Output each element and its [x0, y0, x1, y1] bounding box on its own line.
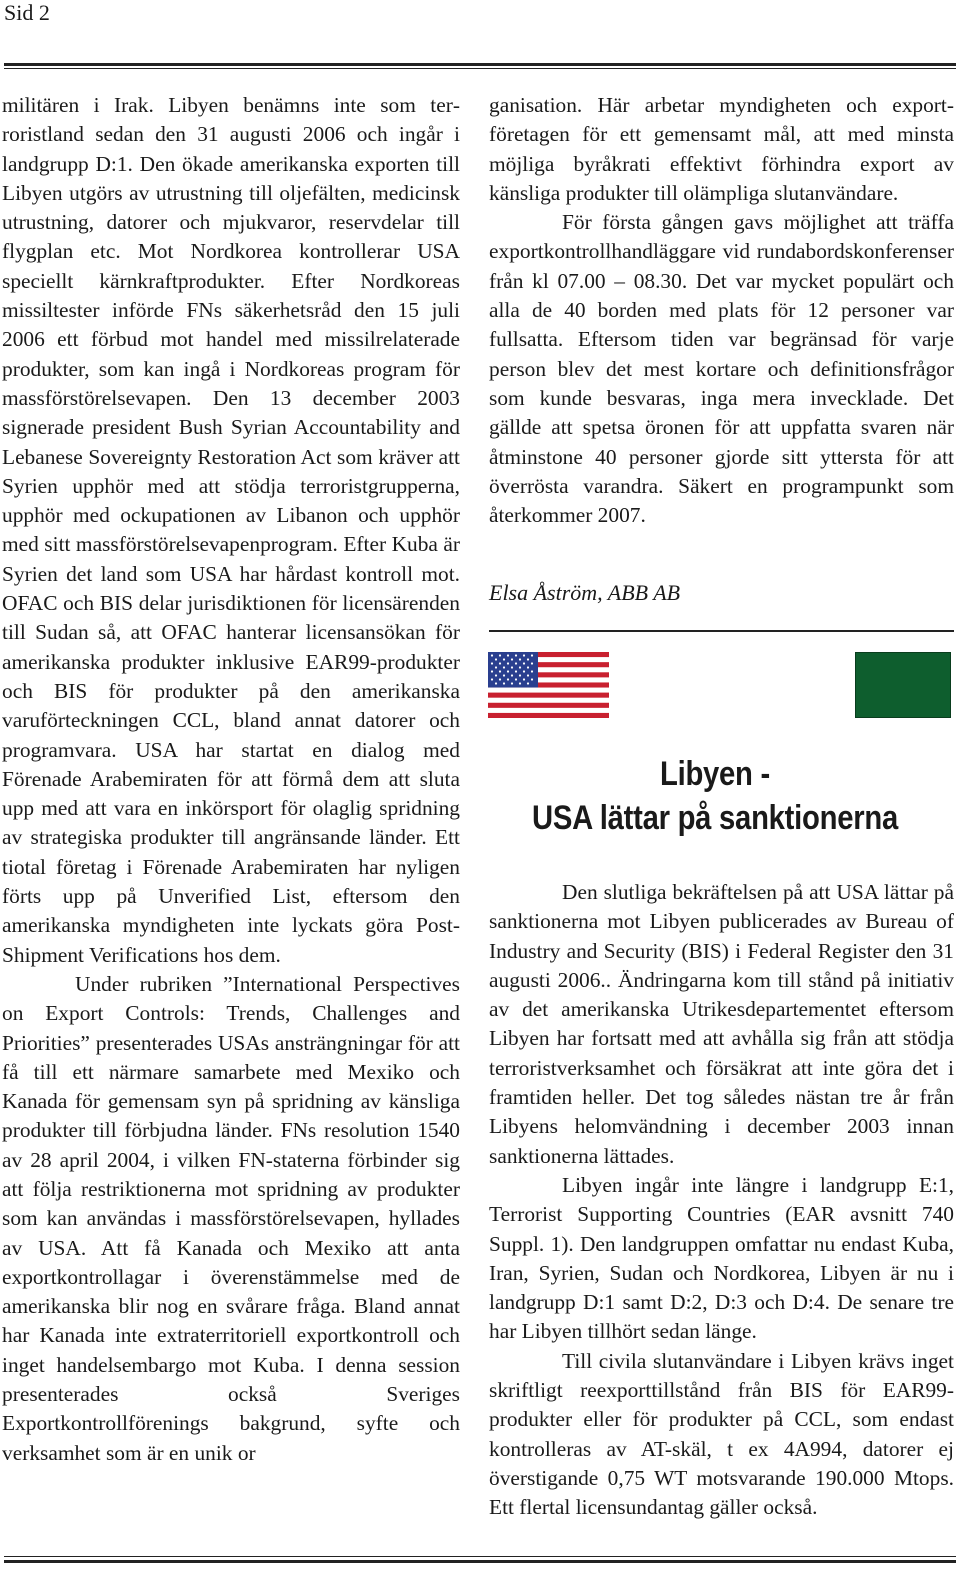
usa-flag-icon — [488, 652, 609, 718]
right-paragraph-2: För första gången gavs möjlighet att träffa exportkontrollhandläggare vid rundabordskonferenser från kl 07.00 – 08.30. Det var mycket populärt och alla de 40 borden med plats för 12 personer var fullsatta. Eftersom tiden var begränsad för varje person blev det mest kortare och definitionsfrågor som kunde besvaras, inga mera invecklade. Det gällde att spetsa öronen för att uppfatta svaren när åtminstone 40 personer gjorde sitt yttersta för att överrösta varandra. Säkert en programpunkt som återkommer 2007. — [489, 210, 954, 528]
left-paragraph-1: militären i Irak. Libyen benämns inte som terroristland sedan den 31 augusti 2006 och ingår i landgrupp D:1. Den ökade amerikanska exporten till Libyen utgörs av utrustning till oljefälten, medicinsk utrustning, datorer och mjukvaror, reservdelar till flygplan etc. Mot Nordkorea kontrollerar USA speciellt kärnkraftprodukter. Efter Nordkoreas missiltester införde FNs säkerhetsråd den 15 juli 2006 ett förbud mot handel med missilrelaterade produkter, som kan ingå i Nordkoreas program för massförstörelsevapen. Den 13 december 2003 signerade president Bush Syrian Accountability and Lebanese Sovereignty Restoration Act som kräver att Syrien upphör med att stödja terroristgrupperna, upphör med ockupationen av Libanon och upphör med sitt massförstörelsevapenprogram. Efter Kuba är Syrien det land som USA har hårdast kontroll mot. OFAC och BIS delar jurisdiktionen för licensärenden till Sudan så, att OFAC hanterar licensansökan för amerikanska produkter inklusive EAR99-produkter och BIS för produkter på den amerikanska varuförteckningen CCL, bland annat datorer och programvara. USA har startat en dialog med Förenade Arabemiraten för att förmå dem att sluta upp med att vara en inkörsport för olaglig spridning av strategiska produkter till angränsande länder. Ett tiotal företag i Förenade Arabemiraten har nyligen förts upp på Unverified List, eftersom den amerikanska myndigheten inte lyckats göra Post-Shipment Verifications hos dem. — [2, 93, 460, 967]
top-rule-thin — [4, 68, 956, 69]
headline-line-1: Libyen - — [659, 755, 771, 793]
right-column-top — [489, 91, 954, 530]
article-headline — [521, 752, 910, 840]
flag-canton — [488, 652, 538, 688]
libya-flag-icon — [855, 652, 951, 718]
byline: Elsa Åström, ABB AB — [489, 580, 681, 605]
article-paragraph-2: Libyen ingår inte längre i landgrupp E:1, Terrorist Supporting Countries (EAR avsnitt 740 Suppl. 1). Den landgruppen omfattar nu endast Kuba, Iran, Syrien, Sudan och Nordkorea, Libyen är nu i landgrupp D:1 samt D:2, D:3 och D:4. De senare tre har Libyen tillhört sedan länge. — [489, 1172, 954, 1344]
top-rule — [4, 63, 956, 66]
article-paragraph-1: Den slutliga bekräftelsen på att USA lättar på sanktionerna mot Libyen publicerades av Bureau of Industry and Security (BIS) i Federal Register den 31 augusti 2006.. Ändringarna kom till stånd på initiativ av det amerikanska Utrikesdepartementet eftersom Libyen har fortsatt med att avhålla sig från att stödja terroristverksamhet och försäkrat att inte göra det i framtiden heller. Det tog således nästan tre år från Libyens helomvändning i december 2003 innan sanktionerna lättades. — [489, 880, 954, 1168]
right-paragraph-1: ganisation. Här arbetar myndigheten och exportföretagen för ett gemensamt mål, att med minsta möjliga byråkrati effektivt förhindra export av känsliga produkter till olämpliga slutanvändare. — [489, 93, 954, 205]
left-column — [2, 91, 460, 1468]
bottom-rule-thick — [4, 1560, 956, 1563]
left-paragraph-2: Under rubriken ”International Perspectives on Export Controls: Trends, Challenges and Priorities” presenterades USAs ansträngningar för att få till ett närmare samarbete med Mexiko och Kanada för gemensam syn på spridning av känsliga produkter till förbjudna länder. FNs resolution 1540 av 28 april 2004, i vilken FN-staterna förbinder sig att följa restriktionerna mot spridning av produkter som kan användas i massförstörelsevapen, hyllades av USA. Att få Kanada och Mexiko att anta exportkontrollagar i överenstämmelse med de amerikanska blir nog en svårare fråga. Bland annat har Kanada inte extraterritoriell exportkontroll och inget handelsembargo mot Kuba. I denna session presenterades också Sveriges Exportkontrollförenings bakgrund, syfte och verksamhet som är en unik or — [2, 971, 460, 1465]
article-body — [489, 878, 954, 1523]
bottom-rule — [4, 1556, 956, 1557]
separator-line — [489, 630, 954, 632]
article-paragraph-3: Till civila slutanvändare i Libyen krävs inget skriftligt reexporttillstånd från BIS för EAR99-produkter eller för produkter på CCL, som endast kontrolleras av AT-skäl, t ex 4A994, datorer ej överstigande 0,75 WT motsvarande 190.000 Mtops. Ett flertal licensundantag gäller också. — [489, 1348, 954, 1520]
page-number: Sid 2 — [4, 0, 50, 25]
headline-line-2: USA lättar på sanktionerna — [532, 799, 898, 837]
